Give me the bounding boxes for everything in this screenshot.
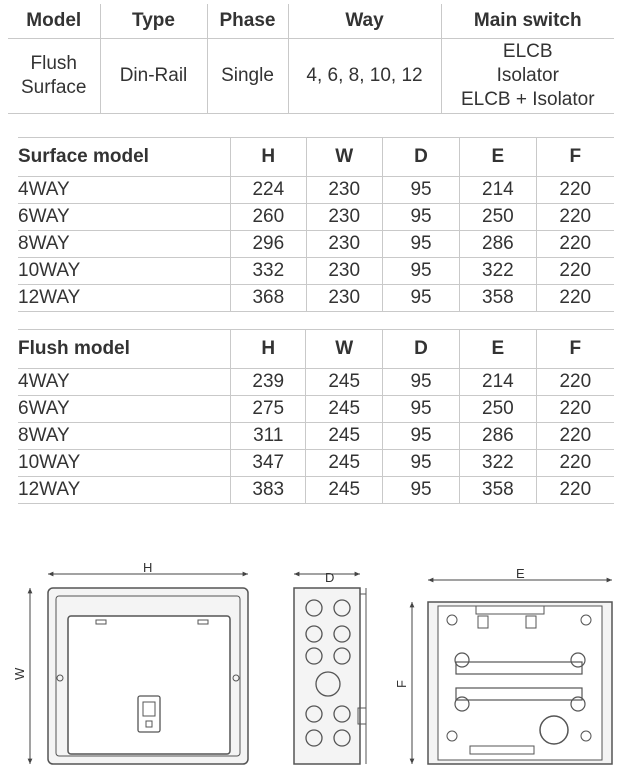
cell-d: 95 [382, 258, 459, 285]
cell-w: 245 [306, 396, 382, 423]
spec-header-way: Way [288, 4, 441, 39]
front-view-drawing [30, 574, 248, 764]
flush-col-f: F [536, 330, 614, 369]
spec-header-phase: Phase [207, 4, 288, 39]
cell-f: 220 [536, 285, 614, 312]
technical-drawings [0, 548, 630, 774]
row-name: 12WAY [18, 477, 231, 504]
cell-f: 220 [536, 369, 614, 396]
cell-e: 322 [460, 258, 536, 285]
cell-d: 95 [382, 204, 459, 231]
cell-d: 95 [382, 231, 459, 258]
inner-view-drawing [412, 580, 612, 764]
cell-f: 220 [536, 396, 614, 423]
row-name: 12WAY [18, 285, 231, 312]
cell-d: 95 [382, 477, 459, 504]
row-name: 10WAY [18, 258, 231, 285]
cell-d: 95 [382, 285, 459, 312]
table-row [18, 177, 614, 204]
cell-w: 230 [306, 285, 382, 312]
cell-d: 95 [382, 423, 459, 450]
spec-way-cell: 4, 6, 8, 10, 12 [288, 39, 441, 114]
flush-title: Flush model [18, 330, 231, 369]
table-row [18, 369, 614, 396]
spec-model-flush: Flush [30, 53, 77, 74]
flush-col-h: H [231, 330, 306, 369]
cell-e: 286 [460, 423, 536, 450]
cell-h: 260 [231, 204, 306, 231]
cell-h: 347 [231, 450, 306, 477]
cell-f: 220 [536, 450, 614, 477]
cell-d: 95 [382, 369, 459, 396]
cell-w: 245 [306, 369, 382, 396]
flush-col-d: D [382, 330, 459, 369]
cell-f: 220 [536, 477, 614, 504]
flush-header-row [18, 330, 614, 369]
spec-phase-cell: Single [207, 39, 288, 114]
spec-main-switch-cell [441, 39, 614, 114]
spec-switch-isolator: Isolator [496, 65, 559, 86]
table-row [18, 423, 614, 450]
cell-h: 275 [231, 396, 306, 423]
spec-header-model: Model [8, 4, 100, 39]
cell-h: 383 [231, 477, 306, 504]
cell-f: 220 [536, 204, 614, 231]
row-name: 6WAY [18, 396, 231, 423]
cell-w: 230 [306, 231, 382, 258]
surface-col-f: F [536, 138, 614, 177]
cell-h: 332 [231, 258, 306, 285]
side-view-drawing [294, 574, 366, 764]
cell-d: 95 [382, 396, 459, 423]
spec-model-cell [8, 39, 100, 114]
row-name: 10WAY [18, 450, 231, 477]
cell-w: 230 [306, 258, 382, 285]
cell-e: 214 [460, 369, 536, 396]
spec-switch-elcb: ELCB [502, 41, 553, 62]
spec-switch-elcb-isolator: ELCB + Isolator [460, 89, 595, 110]
cell-f: 220 [536, 423, 614, 450]
spec-type-cell: Din-Rail [100, 39, 207, 114]
table-row [18, 231, 614, 258]
table-row [18, 450, 614, 477]
cell-h: 368 [231, 285, 306, 312]
row-name: 8WAY [18, 231, 231, 258]
cell-h: 296 [231, 231, 306, 258]
cell-e: 286 [460, 231, 536, 258]
table-row [18, 258, 614, 285]
cell-d: 95 [382, 450, 459, 477]
cell-e: 214 [460, 177, 536, 204]
table-row [18, 477, 614, 504]
inner-e-label: E [516, 566, 525, 581]
cell-w: 245 [306, 477, 382, 504]
cell-f: 220 [536, 258, 614, 285]
surface-col-d: D [382, 138, 459, 177]
table-row [18, 396, 614, 423]
front-width-label: W [12, 667, 27, 680]
table-row [18, 204, 614, 231]
cell-e: 322 [460, 450, 536, 477]
cell-f: 220 [536, 231, 614, 258]
side-depth-label: D [325, 570, 335, 585]
surface-col-h: H [231, 138, 306, 177]
inner-f-label: F [394, 680, 409, 688]
cell-w: 230 [306, 177, 382, 204]
surface-header-row [18, 138, 614, 177]
front-height-label: H [143, 560, 153, 575]
cell-e: 250 [460, 396, 536, 423]
cell-e: 358 [460, 477, 536, 504]
cell-e: 358 [460, 285, 536, 312]
cell-h: 239 [231, 369, 306, 396]
cell-w: 245 [306, 450, 382, 477]
surface-title: Surface model [18, 138, 231, 177]
cell-d: 95 [382, 177, 459, 204]
row-name: 4WAY [18, 177, 231, 204]
surface-col-e: E [460, 138, 536, 177]
cell-f: 220 [536, 177, 614, 204]
flush-col-w: W [306, 330, 382, 369]
spec-table [8, 4, 614, 114]
cell-e: 250 [460, 204, 536, 231]
surface-col-w: W [306, 138, 382, 177]
spec-value-row [8, 39, 614, 114]
row-name: 8WAY [18, 423, 231, 450]
spec-header-main-switch: Main switch [441, 4, 614, 39]
cell-h: 224 [231, 177, 306, 204]
spec-header-type: Type [100, 4, 207, 39]
row-name: 6WAY [18, 204, 231, 231]
cell-w: 245 [306, 423, 382, 450]
surface-model-table [18, 137, 614, 312]
spec-model-surface: Surface [21, 77, 87, 98]
cell-w: 230 [306, 204, 382, 231]
flush-col-e: E [460, 330, 536, 369]
row-name: 4WAY [18, 369, 231, 396]
spec-header-row [8, 4, 614, 39]
table-row [18, 285, 614, 312]
flush-model-table [18, 329, 614, 504]
cell-h: 311 [231, 423, 306, 450]
